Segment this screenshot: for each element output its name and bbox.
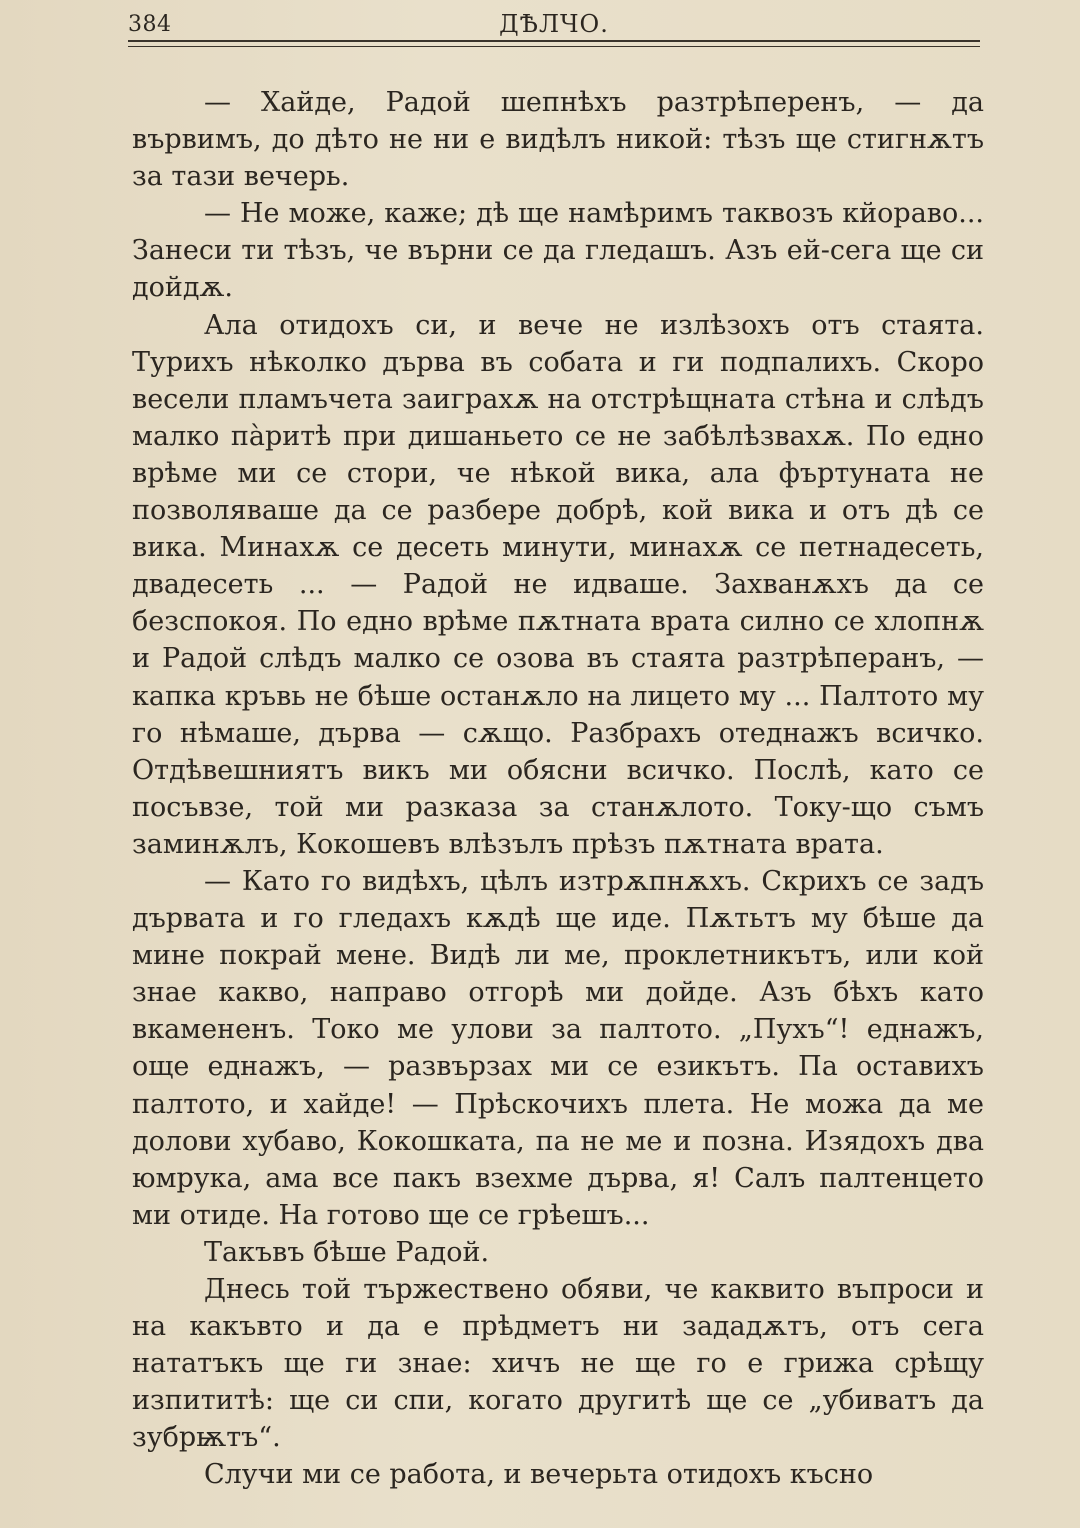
header-rule-thin	[128, 46, 980, 47]
paragraph: — Хайде, Радой шепнѣхъ разтрѣперенъ, — да вървимъ, до дѣто не ни е видѣлъ никой: тѣзъ ще стигнѫтъ за тази вечерь.	[132, 87, 984, 193]
paragraph: — Не може, каже; дѣ ще намѣримъ таквозъ кйораво... Занеси ти тѣзъ, че върни се да гледашъ. Азъ ей-сега ще си дойдѫ.	[132, 198, 984, 304]
paragraph: — Като го видѣхъ, цѣлъ изтрѫпнѫхъ. Скрихъ се задъ дървата и го гледахъ кѫдѣ ще иде. Пѫтьтъ му бѣше да мине покрай мене. Видѣ ли ме, проклетникътъ, или кой знае какво, направо отгорѣ ми дойде. Азъ бѣхъ като вкамененъ. Токо ме улови за палтото. „Пухъ“! еднажъ, още еднажъ, — развързах ми се езикътъ. Па оставихъ палтото, и хайде! — Прѣскочихъ плета. Не можа да ме долови хубаво, Кокошката, па не ме и позна. Изядохъ два юмрука, ама все пакъ взехме дърва, я! Салъ палтенцето ми отиде. На готово ще се грѣешъ...	[132, 865, 984, 1231]
page-header	[128, 8, 980, 42]
body-text	[132, 84, 984, 1494]
paragraph: Днесь той тържествено обяви, че каквито въпроси и на какъвто и да е прѣдметъ ни зададѫтъ, отъ сега нататъкъ ще ги знае: хичъ не ще го е грижа срѣщу изпититѣ: ще си спи, когато другитѣ ще се „убиватъ да зубрѭтъ“.	[132, 1274, 984, 1454]
paragraph: Ала отидохъ си, и вече не излѣзохъ отъ стаята. Турихъ нѣколко дърва въ собата и ги подпалихъ. Скоро весели пламъчета заиграхѫ на отстрѣщната стѣна и слѣдъ малко пàритѣ при дишаньето се не забѣлѣзвахѫ. По едно врѣме ми се стори, че нѣкой вика, ала фъртуната не позволяваше да се разбере добрѣ, кой вика и отъ дѣ се вика. Минахѫ се десеть минути, минахѫ се петнадесеть, двадесеть ... — Радой не идваше. Захванѫхъ да се безспокоя. По едно врѣме пѫтната врата силно се хлопнѫ и Радой слѣдъ малко се озова въ стаята разтрѣперанъ, — капка кръвь не бѣше останѫло на лицето му ... Палтото му го нѣмаше, дърва — сѫщо. Разбрахъ отеднажъ всичко. Отдѣвешниятъ викъ ми обясни всичко. Послѣ, като се посъвзе, той ми разказа за станѫлото. Току-що съмъ заминѫлъ, Кокошевъ влѣзълъ прѣзъ пѫтната врата.	[132, 309, 984, 860]
header-rule	[128, 40, 980, 42]
paragraph: Случи ми се работа, и вечерьта отидохъ късно	[204, 1459, 874, 1491]
running-title: ДѢЛЧО.	[499, 10, 609, 38]
page-number: 384	[128, 12, 172, 37]
paragraph: Такъвъ бѣше Радой.	[204, 1236, 490, 1268]
